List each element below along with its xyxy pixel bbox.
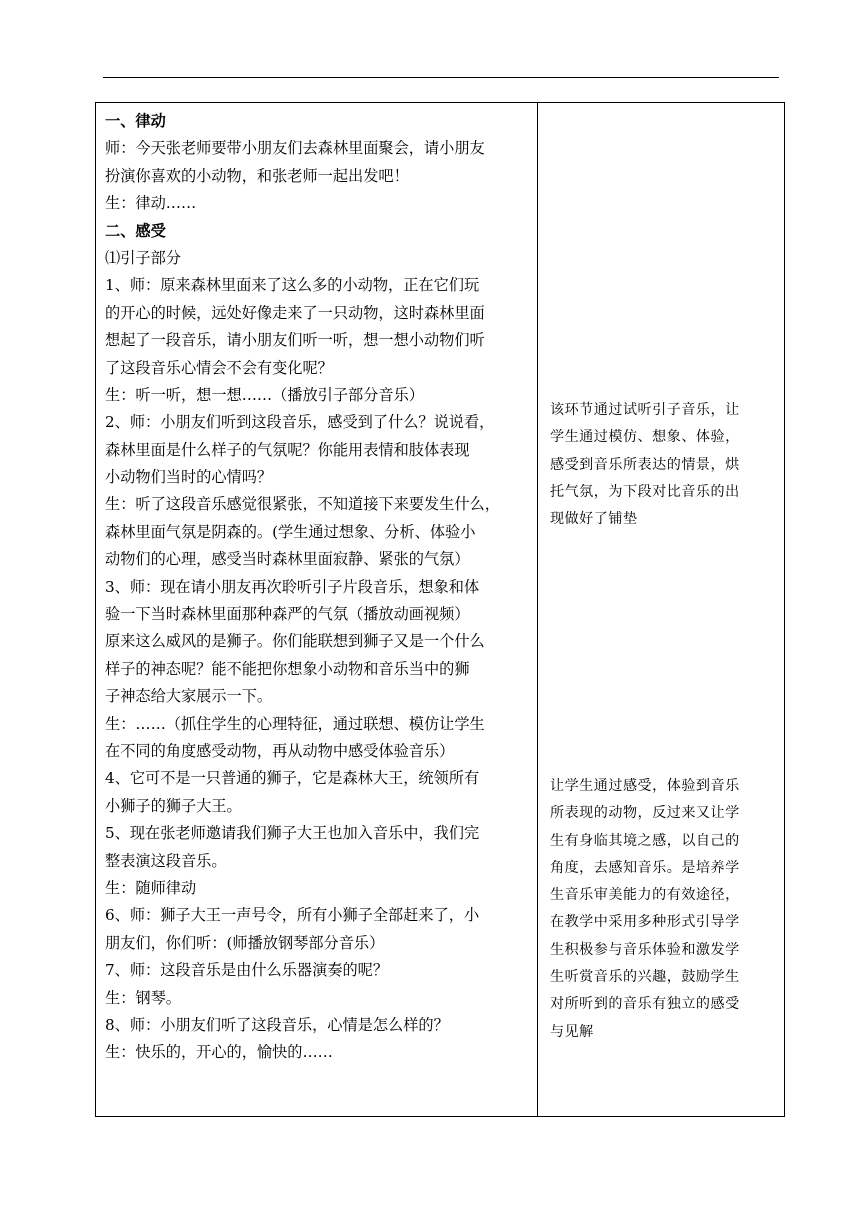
teaching-process-column bbox=[105, 108, 533, 1067]
note-line: 让学生通过感受，体验到音乐 bbox=[550, 778, 740, 794]
text-line: 子神态给大家展示一下。 bbox=[105, 687, 273, 706]
note-line: 与见解 bbox=[550, 1023, 594, 1040]
text-line: 验一下当时森林里面那种森严的气氛（播放动画视频） bbox=[105, 605, 470, 624]
text-line: 生：听一听，想一想……（播放引子部分音乐） bbox=[105, 385, 424, 404]
column-divider bbox=[537, 103, 538, 1116]
text-line: 3、师：现在请小朋友再次聆听引子片段音乐，想象和体 bbox=[105, 577, 480, 596]
text-line: 动物们的心理，感受当时森林里面寂静、紧张的气氛） bbox=[105, 550, 470, 569]
text-line: 小动物们当时的心情吗？ bbox=[105, 468, 273, 487]
text-line: 森林里面是什么样子的气氛呢？你能用表情和肢体表现 bbox=[105, 440, 470, 459]
text-line: ⑴引子部分 bbox=[105, 248, 181, 267]
note-line: 感受到音乐所表达的情景，烘 bbox=[550, 456, 740, 473]
note-line: 对所听到的音乐有独立的感受 bbox=[550, 996, 740, 1013]
note-line: 生音乐审美能力的有效途径， bbox=[550, 887, 740, 904]
design-note-experience bbox=[550, 773, 774, 1046]
text-line: 1、师：原来森林里面来了这么多的小动物，正在它们玩 bbox=[105, 276, 480, 295]
text-line: 了这段音乐心情会不会有变化呢？ bbox=[105, 358, 333, 377]
text-line: 6、师：狮子大王一声号令，所有小狮子全部赶来了，小 bbox=[105, 906, 480, 925]
text-line: 森林里面气氛是阴森的。(学生通过想象、分析、体验小 bbox=[105, 522, 476, 541]
note-line: 角度，去感知音乐。是培养学 bbox=[550, 859, 740, 876]
text-line: 生：……（抓住学生的心理特征，通过联想、模仿让学生 bbox=[105, 714, 485, 733]
note-line: 生有身临其境之感，以自己的 bbox=[550, 832, 740, 849]
text-line: 生：快乐的，开心的，愉快的…… bbox=[105, 1043, 333, 1062]
note-line: 现做好了铺垫 bbox=[550, 511, 638, 528]
note-line: 生积极参与音乐体验和激发学 bbox=[550, 941, 740, 958]
text-line: 5、现在张老师邀请我们狮子大王也加入音乐中，我们完 bbox=[105, 824, 480, 843]
note-line: 在教学中采用多种形式引导学 bbox=[550, 914, 740, 931]
text-line: 4、它可不是一只普通的狮子，它是森林大王，统领所有 bbox=[105, 769, 480, 788]
text-line: 生：钢琴。 bbox=[105, 988, 181, 1007]
text-line: 整表演这段音乐。 bbox=[105, 851, 227, 870]
text-line: 生：听了这段音乐感觉很紧张，不知道接下来要发生什么， bbox=[105, 495, 500, 514]
text-line: 生：律动…… bbox=[105, 194, 197, 213]
text-line: 扮演你喜欢的小动物，和张老师一起出发吧！ bbox=[105, 166, 409, 185]
text-line: 想起了一段音乐，请小朋友们听一听，想一想小动物们听 bbox=[105, 331, 485, 350]
note-line: 所表现的动物，反过来又让学 bbox=[550, 805, 740, 822]
text-line: 8、师：小朋友们听了这段音乐，心情是怎么样的？ bbox=[105, 1015, 449, 1034]
text-line: 在不同的角度感受动物，再从动物中感受体验音乐） bbox=[105, 741, 455, 760]
section-heading: 一、律动 bbox=[105, 112, 166, 130]
note-line: 学生通过模仿、想象、体验， bbox=[550, 429, 740, 446]
text-line: 小狮子的狮子大王。 bbox=[105, 796, 242, 815]
note-line: 生听赏音乐的兴趣，鼓励学生 bbox=[550, 969, 740, 986]
text-line: 原来这么威风的是狮子。你们能联想到狮子又是一个什么 bbox=[105, 632, 485, 651]
note-line: 该环节通过试听引子音乐，让 bbox=[550, 402, 740, 418]
design-note-intro bbox=[550, 397, 774, 533]
text-line: 师：今天张老师要带小朋友们去森林里面聚会，请小朋友 bbox=[105, 139, 485, 158]
lesson-plan-table bbox=[95, 102, 785, 1117]
text-line: 生：随师律动 bbox=[105, 878, 197, 897]
header-rule bbox=[103, 77, 779, 78]
note-line: 托气氛，为下段对比音乐的出 bbox=[550, 483, 740, 500]
text-line: 的开心的时候，远处好像走来了一只动物，这时森林里面 bbox=[105, 303, 485, 322]
text-line: 朋友们，你们听：(师播放钢琴部分音乐） bbox=[105, 933, 385, 952]
text-line: 样子的神态呢？能不能把你想象小动物和音乐当中的狮 bbox=[105, 659, 470, 678]
section-heading: 二、感受 bbox=[105, 221, 166, 240]
text-line: 2、师：小朋友们听到这段音乐，感受到了什么？说说看， bbox=[105, 413, 495, 432]
text-line: 7、师：这段音乐是由什么乐器演奏的呢？ bbox=[105, 961, 389, 980]
